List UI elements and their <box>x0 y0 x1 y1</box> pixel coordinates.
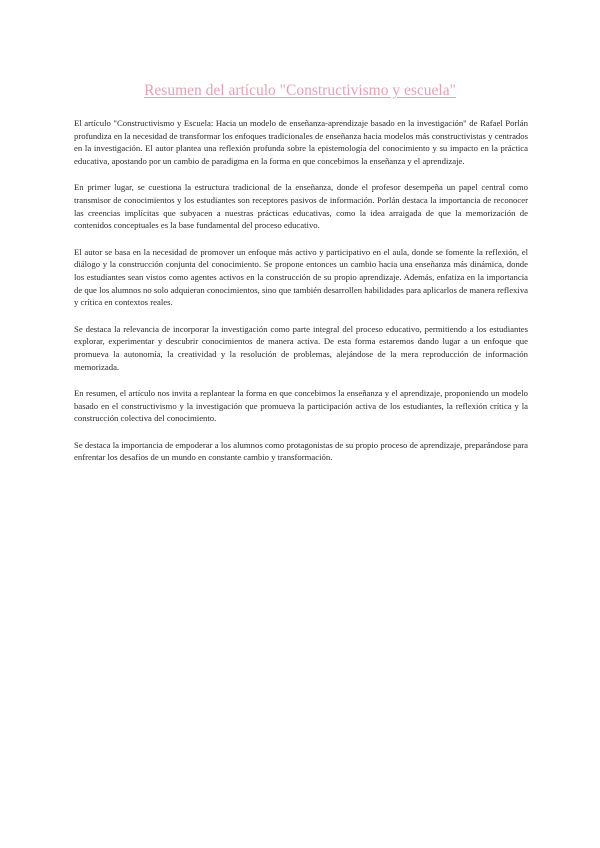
paragraph-3: El autor se basa en la necesidad de promover un enfoque más activo y participativo en el aula, donde se fomente la reflexión, el diálogo y la construcción conjunta del conocimiento. Se propone entonces un cambio hacia una enseñanza más dinámica, donde los estudiantes sean vistos como agentes activos en la construcción de su propio aprendizaje. Además, enfatiza en la importancia de que los alumnos no solo adquieran conocimientos, sino que también desarrollen habilidades para aplicarlos de manera reflexiva y crítica en contextos reales. <box>74 246 529 308</box>
paragraph-5: En resumen, el artículo nos invita a replantear la forma en que concebimos la enseñanza y el aprendizaje, proponiendo un modelo basado en el constructivismo y la investigación que promueva la participación activa de los estudiantes, la reflexión crítica y la construcción colectiva del conocimiento. <box>74 388 528 424</box>
document-body <box>74 117 528 478</box>
paragraph-4: Se destaca la relevancia de incorporar la investigación como parte integral del proceso educativo, permitiendo a los estudiantes explorar, experimentar y descubrir conocimientos de manera activa. De esta forma estaremos dando lugar a un enfoque que promueva la autonomía, la creatividad y la resolución de problemas, alejándose de la mera reproducción de información memorizada. <box>74 323 528 372</box>
paragraph-2: En primer lugar, se cuestiona la estructura tradicional de la enseñanza, donde el profesor desempeña un papel central como transmisor de conocimientos y los estudiantes son receptores pasivos de información. Porlán destaca la importancia de reconocer las creencias implícitas que subyacen a nuestras prácticas educativas, como la idea arraigada de que la memorización de contenidos conceptuales es la base fundamental del proceso educativo. <box>74 182 528 231</box>
paragraph-6: Se destaca la importancia de empoderar a los alumnos como protagonistas de su propio proceso de aprendizaje, preparándose para enfrentar los desafíos de un mundo en constante cambio y transformación. <box>74 439 528 463</box>
paragraph-1: El artículo "Constructivismo y Escuela: Hacia un modelo de enseñanza-aprendizaje basado en la investigación" de Rafael Porlán profundiza en la necesidad de transformar los enfoques tradicionales de enseñanza hacia modelos más constructivistas y centrados en la investigación. El autor plantea una reflexión profunda sobre la epistemología del conocimiento y su impacto en la práctica educativa, apostando por un cambio de paradigma en la forma en que concebimos la enseñanza y el aprendizaje. <box>74 118 528 166</box>
document-title: Resumen del artículo "Constructivismo y escuela" <box>144 82 456 99</box>
